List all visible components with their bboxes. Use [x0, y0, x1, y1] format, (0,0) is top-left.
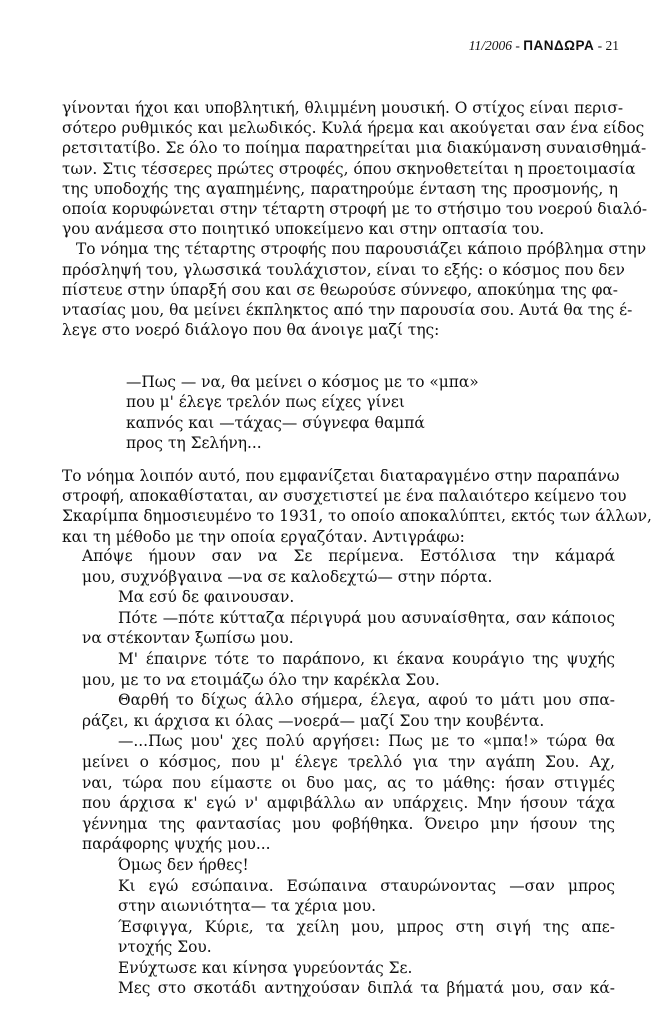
quote-line: Ενύχτωσε και κίνησα γυρεύοντάς Σε.	[118, 958, 413, 977]
quote-line: Πότε —πότε κύτταζα πέριγυρά μου ασυναίσθητα, σαν κάποιος	[118, 608, 615, 627]
text-line: στροφή, αποκαθίσταται, αν συσχετιστεί με ένα παλαιότερο κείμενο του	[62, 487, 627, 506]
issue-date: 11/2006	[468, 38, 512, 53]
magazine-title: ΠΑΝΔΩΡΑ	[523, 38, 595, 53]
poem-line: που μ' έλεγε τρελόν πως είχες γίνει	[126, 393, 405, 412]
text-line: ντασίας μου, θα μείνει έκπληκτος από την παρουσία σου. Αυτά θα της έ-	[62, 301, 633, 320]
text-line: Το νόημα λοιπόν αυτό, που εμφανίζεται διαταραγμένο στην παραπάνω	[62, 467, 620, 485]
quote-line: Μ' έπαιρνε τότε το παράπονο, κι έκανα κουράγιο της ψυχής	[118, 649, 615, 668]
running-header: 11/2006 - ΠΑΝΔΩΡΑ - 21	[468, 38, 619, 53]
text-line: των. Στις τέσσερες πρώτες στροφές, όπου σκηνοθετείται η προετοιμασία	[62, 159, 636, 178]
quote-line: Όμως δεν ήρθες!	[118, 855, 249, 874]
text-line: και τη μέθοδο με την οποία εργαζόταν. Αντιγράφω:	[62, 527, 465, 546]
poem-line: προς τη Σελήνη...	[126, 434, 262, 453]
body-paragraphs-1	[62, 98, 648, 340]
quote-line: ναι, τώρα που είμαστε οι δυο μας, ας το μάθης: ήσαν στιγμές	[82, 773, 615, 792]
quote-line: —...Πως μου' χες πολύ αργήσει: Πως με το «μπα!» τώρα θα	[118, 732, 615, 751]
text-line: ρετσιτατίβο. Σε όλο το ποίημα παρατηρείται μια διακύμανση συναισθημά-	[62, 139, 647, 158]
poem-line: καπνός και —τάχας— σύγνεφα θαμπά	[126, 413, 425, 432]
poem-line: —Πως — να, θα μείνει ο κόσμος με το «μπα»	[126, 373, 479, 391]
quote-line: Έσφιγγα, Κύριε, τα χείλη μου, μπρος στη σιγή της απε-	[118, 917, 615, 936]
quote-line: ράζει, κι άρχισα κι όλας —νοερά— μαζί Σου την κουβέντα.	[82, 711, 545, 730]
text-line: οποία κορυφώνεται στην τέταρτη στροφή με το στήσιμο του νοερού διαλό-	[62, 200, 648, 219]
quote-line: που άρχισα κ' εγώ ν' αμφιβάλλω αν υπάρχεις. Μην ήσουν τάχα	[82, 794, 615, 813]
quote-line: γέννημα της φαντασίας μου φοβήθηκα. Όνειρο μην ήσουν της	[82, 814, 615, 833]
text-line: σότερο ρυθμικός και μελωδικός. Κυλά ήρεμα και ακούγεται σαν ένα είδος	[62, 119, 645, 138]
prose-quotation	[82, 546, 615, 999]
quote-line: μείνει ο κόσμος, που μ' έλεγε τρελλό για την αγάπη Σου. Αχ,	[82, 752, 615, 771]
quote-line: μου, συχνόβγαινα —να σε καλοδεχτώ— στην πόρτα.	[82, 567, 493, 586]
text-line: πίστευε στην ύπαρξή σου και σε θεωρούσε σύννεφο, αποκύημα της φα-	[62, 280, 618, 299]
quote-line: να στέκονταν ξωπίσω μου.	[82, 629, 294, 648]
quote-line: μου, με το να ετοιμάζω όλο την καρέκλα Σου.	[82, 670, 440, 689]
text-line: Σκαρίμπα δημοσιευμένο το 1931, το οποίο αποκαλύπτει, εκτός των άλλων,	[62, 507, 652, 526]
text-line: γίνονται ήχοι και υποβλητική, θλιμμένη μουσική. Ο στίχος είναι περισ-	[62, 99, 624, 117]
text-line: λεγε στο νοερό διάλογο που θα άνοιγε μαζί της:	[62, 321, 440, 340]
page-number: 21	[605, 38, 619, 53]
quote-line: Μα εσύ δε φαινουσαν.	[118, 588, 295, 607]
quote-line: Απόψε ήμουν σαν να Σε περίμενα. Εστόλισα την κάμαρά	[82, 547, 615, 565]
text-line: της υποδοχής της αγαπημένης, παρατηρούμε ένταση της προσμονής, η	[62, 179, 618, 198]
body-paragraphs-2	[62, 466, 652, 547]
quote-line: Κι εγώ εσώπαινα. Εσώπαινα σταυρώνοντας —σαν μπρος	[118, 876, 615, 895]
text-line: Το νόημα της τέταρτης στροφής που παρουσιάζει κάποιο πρόβλημα στην	[76, 240, 647, 259]
quote-line: στην αιωνιότητα— τα χέρια μου.	[118, 897, 377, 916]
quote-line: παράφορης ψυχής μου...	[82, 835, 271, 854]
quote-line: Μες στο σκοτάδι αντηχούσαν διπλά τα βήματά μου, σαν κά-	[118, 979, 615, 998]
quote-line: ντοχής Σου.	[118, 938, 212, 957]
poem-quotation	[126, 372, 479, 454]
text-line: γου ανάμεσα στο ποιητικό υποκείμενο και στην οπτασία του.	[62, 220, 545, 239]
quote-line: Θαρθή το δίχως άλλο σήμερα, έλεγα, αφού το μάτι μου σπα-	[118, 691, 615, 710]
text-line: πρόσληψή του, γλωσσικά τουλάχιστον, είναι το εξής: ο κόσμος που δεν	[62, 260, 625, 279]
